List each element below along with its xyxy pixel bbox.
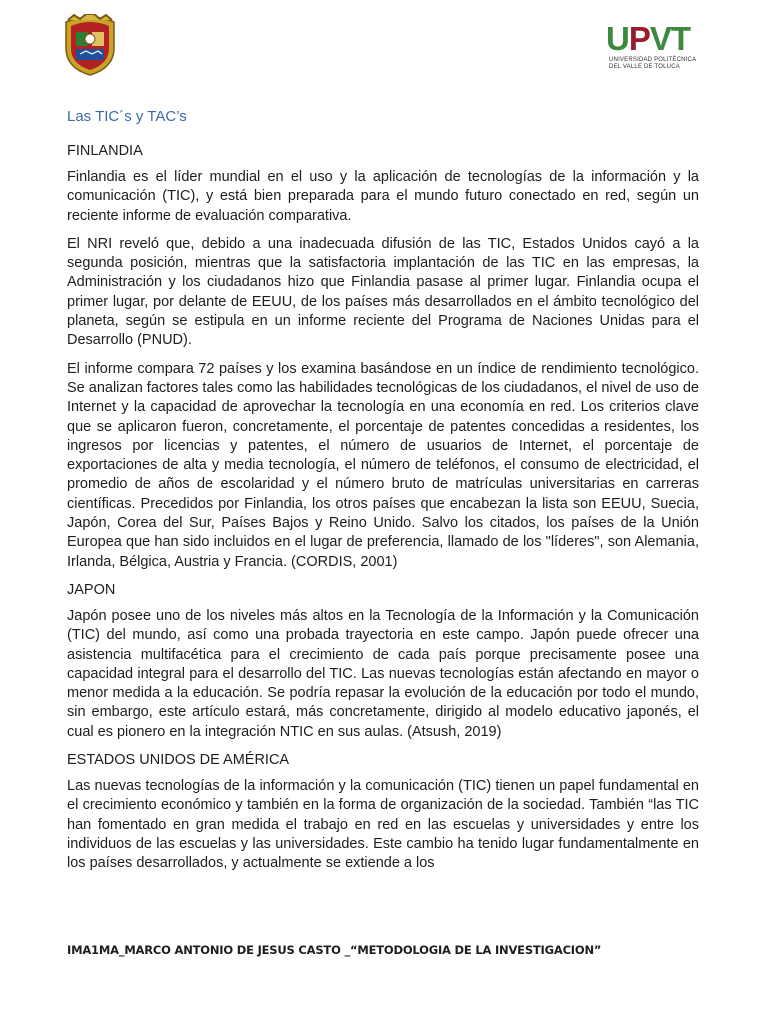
document-body [67, 108, 699, 883]
document-title: Las TIC´s y TAC’s [67, 108, 187, 125]
upvt-subtitle-line1: UNIVERSIDAD POLITÉCNICA [609, 57, 697, 63]
upvt-wordmark: UPVT [606, 20, 691, 57]
upvt-subtitle-line2: DEL VALLE DE TOLUCA [609, 64, 680, 70]
upvt-logo [606, 20, 701, 76]
section-heading-japon: JAPON [67, 581, 116, 598]
paragraph: El informe compara 72 países y los examina basándose en un índice de rendimiento tecnológico. Se analizan factores tales como las habilidades tecnológicas de los ciudadanos, el nivel de uso de Internet y la capacidad de aprovechar la tecnología en una economía en red. Los criterios clave que se aplicaron fueron, concretamente, el porcentaje de patentes concedidas a residentes, los ingresos por licencias y patentes, el número de usuarios de Internet, el porcentaje de exportaciones de alta y media tecnología, el número de teléfonos, el consumo de electricidad, el promedio de años de escolaridad y el número bruto de matrículas universitarias en carreras científicas. Precedidos por Finlandia, los otros países que encabezan la lista son EEUU, Suecia, Japón, Corea del Sur, Países Bajos y Reino Unido. Salvo los citados, los países de la Unión Europea que han sido incluidos en el lugar de preferencia, llamado de los "líderes", son Alemania, Irlanda, Bélgica, Austria y Francia. (CORDIS, 2001) [67, 360, 699, 570]
paragraph: Finlandia es el líder mundial en el uso y la aplicación de tecnologías de la información y la comunicación (TIC), y está bien preparada para el mundo futuro conectado en red, según un reciente informe de evaluación comparativa. [67, 169, 699, 224]
coat-of-arms-icon [62, 14, 118, 76]
paragraph: El NRI reveló que, debido a una inadecuada difusión de las TIC, Estados Unidos cayó a la segunda posición, mientras que la satisfactoria implantación de las TIC en las empresas, la Administración y los ciudadanos hizo que Finlandia pasase al primer lugar. Finlandia ocupa el primer lugar, por delante de EEUU, de los países más desarrollados en el ámbito tecnológico del planeta, según se estipula en un informe reciente del Programa de Naciones Unidas para el Desarrollo (PNUD). [67, 235, 699, 349]
page-header [0, 0, 768, 95]
paragraph: Japón posee uno de los niveles más altos en la Tecnología de la Información y la Comunicación (TIC) del mundo, así como una probada trayectoria en este campo. Japón puede ofrecer una asistencia multifacética para el crecimiento de cada país porque precisamente posee una capacidad integral para el desarrollo del TIC. Las nuevas tecnologías están afectando en mayor o menor medida a la educación. Se podría repasar la evolución de la educación por todo el mundo, sin embargo, este artículo estará, más concretamente, dirigido al modelo educativo japonés, el cual es pionero en la integración NTIC en sus aulas. (Atsush, 2019) [67, 607, 699, 740]
upvt-subtitle [609, 57, 696, 71]
section-heading-estados-unidos: ESTADOS UNIDOS DE AMÉRICA [67, 752, 290, 769]
section-heading-finlandia: FINLANDIA [67, 143, 143, 159]
page-footer: IMA1MA_MARCO ANTONIO DE JESUS CASTO _“METODOLOGIA DE LA INVESTIGACION” [67, 943, 602, 957]
paragraph: Las nuevas tecnologías de la información y la comunicación (TIC) tienen un papel fundamental en el crecimiento económico y también en la forma de organización de la sociedad. También “las TIC han fomentado en gran medida el trabajo en red en las escuelas y universidades y entre los individuos de las escuelas y las universidades. Este cambio ha tenido lugar fundamentalmente en los países desarrollados, y actualmente se extiende a los [67, 778, 699, 872]
